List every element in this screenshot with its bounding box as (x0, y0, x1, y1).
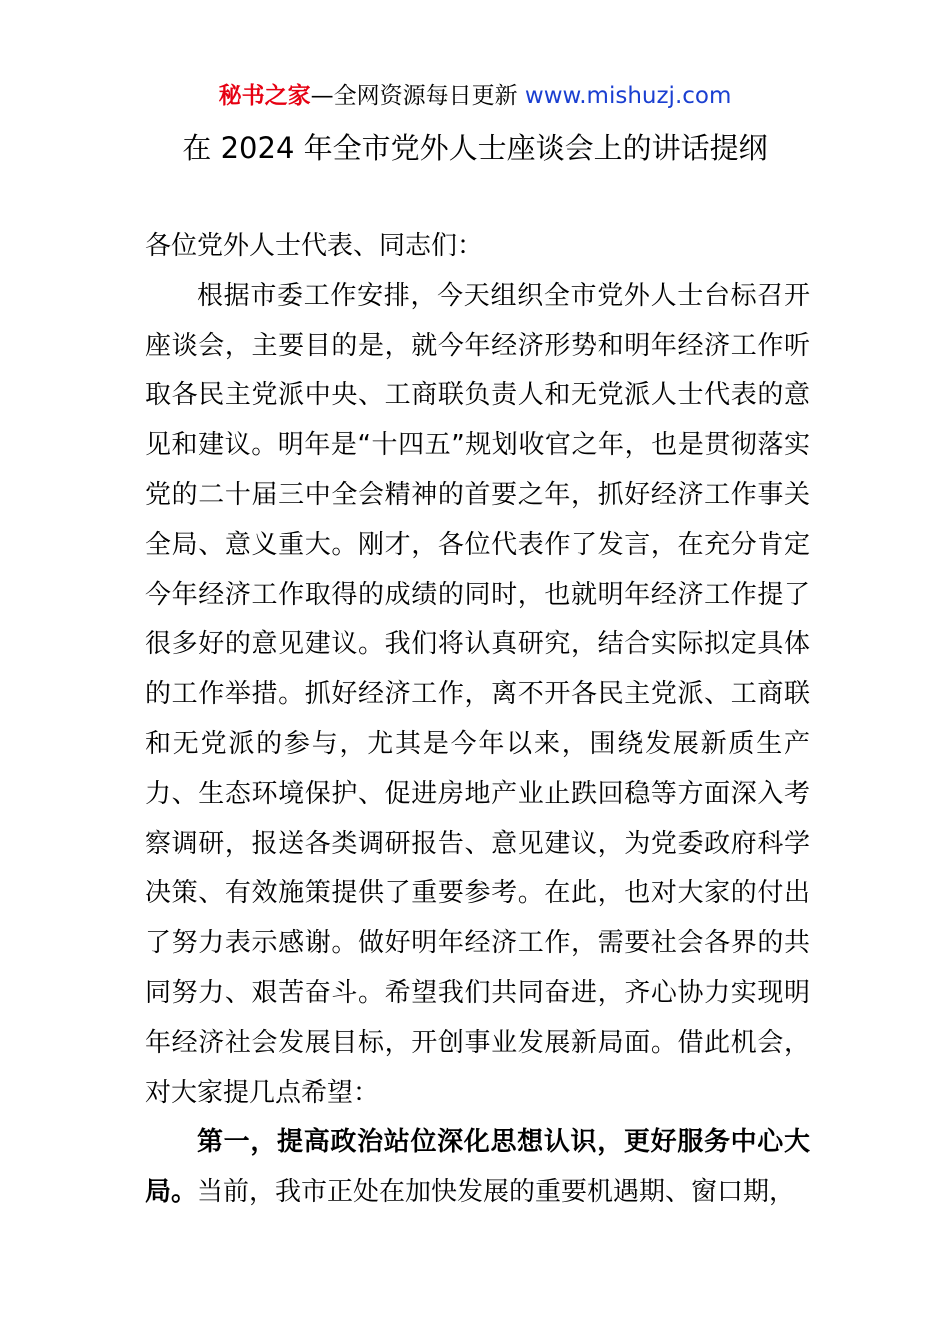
salutation: 各位党外人士代表、同志们： (145, 231, 484, 261)
site-name: 秘书之家 (218, 83, 311, 109)
paragraph (145, 1118, 810, 1218)
paragraph-heading: 第一，提高政治站位深化思想认识，更好服务中心大局。 (145, 1127, 810, 1208)
site-tagline: —全网资源每日更新 (310, 83, 525, 109)
paragraph: 根据市委工作安排，今天组织全市党外人士台标召开座谈会，主要目的是，就今年经济形势和明年经济工作听取各民主党派中央、工商联负责人和无党派人士代表的意见和建议。明年是“十四五”规划收官之年，也是贯彻落实党的二十届三中全会精神的首要之年，抓好经济工作事关全局、意义重大。刚才，各位代表作了发言，在充分肯定今年经济工作取得的成绩的同时，也就明年经济工作提了很多好的意见建议。我们将认真研究，结合实际拟定具体的工作举措。抓好经济工作，离不开各民主党派、工商联和无党派的参与，尤其是今年以来，围绕发展新质生产力、生态环境保护、促进房地产业止跌回稳等方面深入考察调研，报送各类调研报告、意见建议，为党委政府科学决策、有效施策提供了重要参考。在此，也对大家的付出了努力表示感谢。做好明年经济工作，需要社会各界的共同努力、艰苦奋斗。希望我们共同奋进，齐心协力实现明年经济社会发展目标，开创事业发展新局面。借此机会，对大家提几点希望： (145, 280, 810, 1108)
site-url[interactable]: www.mishuzj.com (524, 83, 732, 109)
document-title: 在 2024 年全市党外人士座谈会上的讲话提纲 (182, 131, 768, 165)
document-body (145, 222, 810, 1218)
site-header (0, 80, 950, 112)
paragraph-text: 当前，我市正处在加快发展的重要机遇期、窗口期， (197, 1177, 796, 1208)
